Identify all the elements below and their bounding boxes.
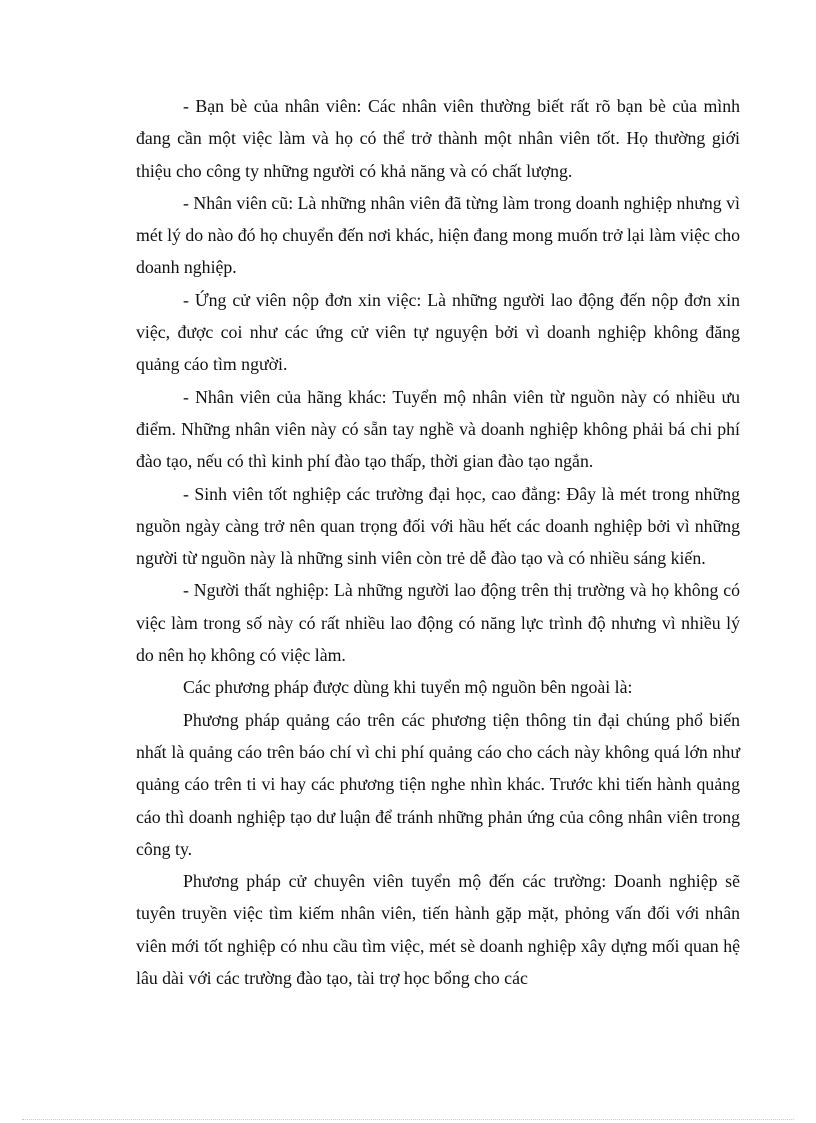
paragraph-graduates: - Sinh viên tốt nghiệp các trường đại học, cao đẳng: Đây là mét trong những nguồn ngày càng trở nên quan trọng đối với hầu hết các doanh nghiệp bởi vì những người từ nguồn này là những sinh viên còn trẻ dễ đào tạo và có nhiều sáng kiến. bbox=[136, 483, 740, 569]
paragraph-unemployed: - Người thất nghiệp: Là những người lao động trên thị trường và họ không có việc làm trong số này có rất nhiều lao động có năng lực trình độ nhưng vì nhiều lý do nên họ không có việc làm. bbox=[136, 580, 740, 666]
footer-dotted-rule bbox=[22, 1119, 794, 1120]
document-body bbox=[136, 90, 740, 994]
paragraph-job-applicants: - Ứng cử viên nộp đơn xin việc: Là những người lao động đến nộp đơn xin việc, được coi như các ứng cử viên tự nguyện bởi vì doanh nghiệp không đăng quảng cáo tìm người. bbox=[136, 289, 740, 375]
paragraph-external-methods-intro: Các phương pháp được dùng khi tuyển mộ nguồn bên ngoài là: bbox=[183, 677, 633, 698]
paragraph-other-company-employees: - Nhân viên của hãng khác: Tuyển mộ nhân viên từ nguồn này có nhiều ưu điểm. Những nhân viên này có sẵn tay nghề và doanh nghiệp không phải bá chi phí đào tạo, nếu có thì kinh phí đào tạo thấp, thời gian đào tạo ngắn. bbox=[136, 386, 740, 472]
paragraph-former-employees: - Nhân viên cũ: Là những nhân viên đã từng làm trong doanh nghiệp nhưng vì mét lý do nào đó họ chuyển đến nơi khác, hiện đang mong muốn trở lại làm việc cho doanh nghiệp. bbox=[136, 192, 740, 278]
paragraph-friends-of-employees: - Bạn bè của nhân viên: Các nhân viên thường biết rất rõ bạn bè của mình đang cần một việc làm và họ có thể trở thành một nhân viên tốt. Họ thường giới thiệu cho công ty những người có khả năng và có chất lượng. bbox=[136, 96, 740, 181]
paragraph-advertising-method: Phương pháp quảng cáo trên các phương tiện thông tin đại chúng phổ biến nhất là quảng cáo trên báo chí vì chi phí quảng cáo cho cách này không quá lớn như quảng cáo trên ti vi hay các phương tiện nghe nhìn khác. Trước khi tiến hành quảng cáo thì doanh nghiệp tạo dư luận để tránh những phản ứng của công nhân viên trong công ty. bbox=[136, 709, 740, 859]
paragraph-school-recruiter-method: Phương pháp cử chuyên viên tuyển mộ đến các trường: Doanh nghiệp sẽ tuyên truyền việc tìm kiếm nhân viên, tiến hành gặp mặt, phỏng vấn đối với nhân viên mới tốt nghiệp có nhu cầu tìm việc, mét sè doanh nghiệp xây dựng mối quan hệ lâu dài với các trường đào tạo, tài trợ học bổng cho các bbox=[136, 871, 740, 989]
